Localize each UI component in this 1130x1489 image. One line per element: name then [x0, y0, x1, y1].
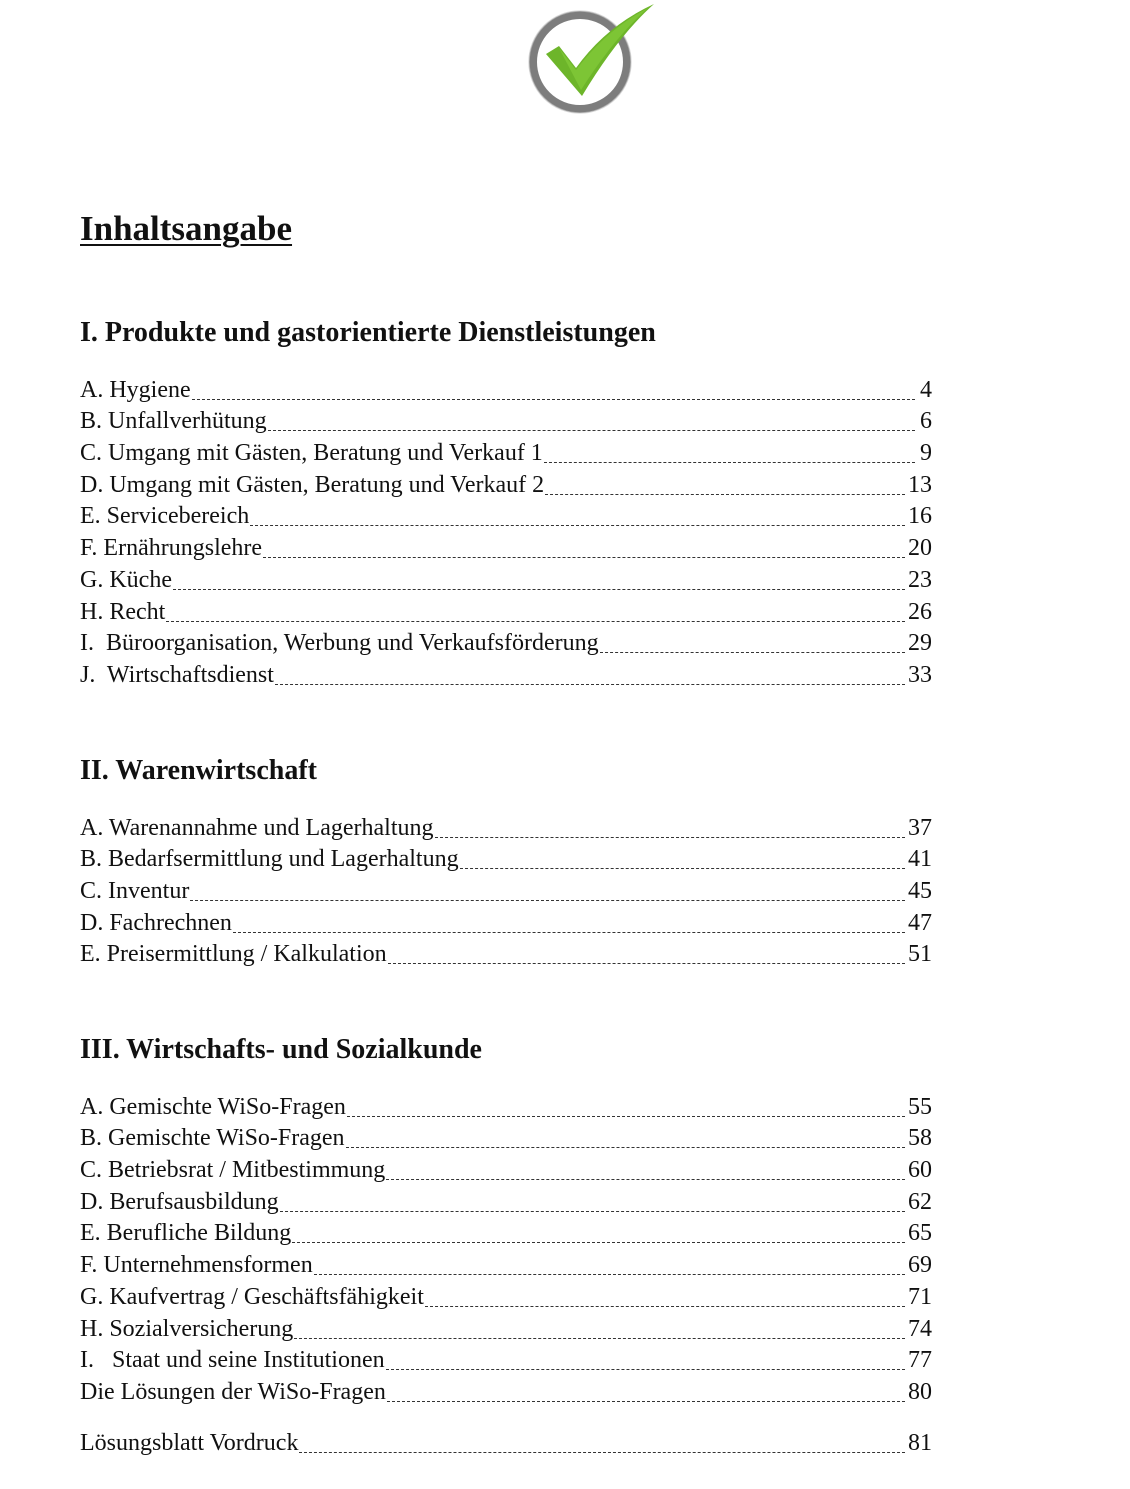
toc-entry[interactable] — [80, 1246, 932, 1278]
toc-entry-page: 58 — [908, 1125, 932, 1152]
toc-entry[interactable] — [80, 1088, 932, 1120]
toc-entry-label: F. Ernährungslehre — [80, 535, 263, 562]
toc-entry-label: C. Umgang mit Gästen, Beratung und Verkauf 1 — [80, 440, 543, 467]
toc-entry-label: G. Küche — [80, 566, 172, 593]
toc-entry-label: J. Wirtschaftsdienst — [80, 661, 274, 688]
leader-dots — [173, 588, 905, 590]
toc-entry-page: 80 — [908, 1378, 932, 1405]
toc-entry[interactable] — [80, 936, 932, 968]
leader-dots — [233, 931, 905, 933]
leader-dots — [346, 1146, 905, 1148]
toc-entry-label: B. Unfallverhütung — [80, 408, 267, 435]
toc-entry-page: 29 — [908, 630, 932, 657]
toc-entry[interactable] — [80, 1424, 932, 1456]
toc-entry-page: 4 — [920, 376, 932, 403]
toc-entry-page: 47 — [908, 909, 932, 936]
toc-list — [80, 1088, 932, 1405]
toc-entry-page: 20 — [908, 535, 932, 562]
toc-entry[interactable] — [80, 904, 932, 936]
toc-entry-label: D. Umgang mit Gästen, Beratung und Verkauf 2 — [80, 471, 545, 498]
toc-entry[interactable] — [80, 561, 932, 593]
toc-entry-page: 9 — [920, 440, 932, 467]
toc-entry-page: 65 — [908, 1220, 932, 1247]
toc-entry[interactable] — [80, 1278, 932, 1310]
toc-entry[interactable] — [80, 1151, 932, 1183]
leader-dots — [166, 620, 905, 622]
toc-entry-label: A. Hygiene — [80, 376, 191, 403]
toc-entry[interactable] — [80, 371, 932, 403]
page-title: Inhaltsangabe — [80, 209, 293, 248]
leader-dots — [263, 556, 905, 558]
toc-entry-label: G. Kaufvertrag / Geschäftsfähigkeit — [80, 1283, 424, 1310]
toc-entry[interactable] — [80, 434, 932, 466]
toc-entry-page: 51 — [908, 941, 932, 968]
toc-entry[interactable] — [80, 466, 932, 498]
section-heading: III. Wirtschafts- und Sozialkunde — [80, 1034, 482, 1065]
section-heading: II. Warenwirtschaft — [80, 755, 317, 786]
toc-entry[interactable] — [80, 1183, 932, 1215]
toc-section-produkte — [80, 316, 932, 688]
toc-entry-page: 26 — [908, 598, 932, 625]
leader-dots — [387, 1400, 905, 1402]
toc-entry-page: 77 — [908, 1347, 932, 1374]
toc-entry[interactable] — [80, 1342, 932, 1374]
toc-entry-page: 23 — [908, 566, 932, 593]
toc-entry-page: 81 — [908, 1429, 932, 1456]
toc-entry-label: I. Büroorganisation, Werbung und Verkaufsförderung — [80, 630, 599, 657]
toc-entry-page: 33 — [908, 661, 932, 688]
toc-entry-page: 16 — [908, 503, 932, 530]
toc-entry-page: 60 — [908, 1157, 932, 1184]
toc-entry[interactable] — [80, 403, 932, 435]
toc-entry-label: F. Unternehmensformen — [80, 1252, 313, 1279]
leader-dots — [299, 1451, 905, 1453]
toc-entry-page: 13 — [908, 471, 932, 498]
toc-entry-label: Lösungsblatt Vordruck — [80, 1429, 299, 1456]
toc-entry-page: 37 — [908, 814, 932, 841]
toc-entry-page: 6 — [920, 408, 932, 435]
toc-entry-label: Die Lösungen der WiSo-Fragen — [80, 1378, 386, 1405]
leader-dots — [460, 867, 905, 869]
toc-section-wiso — [80, 1033, 932, 1405]
leader-dots — [388, 962, 905, 964]
toc-entry-label: D. Berufsausbildung — [80, 1188, 279, 1215]
toc-entry[interactable] — [80, 841, 932, 873]
toc-entry-page: 41 — [908, 846, 932, 873]
leader-dots — [544, 461, 915, 463]
toc-list — [80, 371, 932, 688]
toc-list — [80, 809, 932, 967]
leader-dots — [294, 1337, 905, 1339]
toc-entry-label: A. Warenannahme und Lagerhaltung — [80, 814, 434, 841]
leader-dots — [192, 398, 915, 400]
toc-section-warenwirtschaft — [80, 754, 932, 967]
leader-dots — [425, 1305, 905, 1307]
toc-entry-label: C. Betriebsrat / Mitbestimmung — [80, 1157, 386, 1184]
toc-entry[interactable] — [80, 872, 932, 904]
leader-dots — [545, 493, 905, 495]
toc-entry[interactable] — [80, 656, 932, 688]
toc-entry[interactable] — [80, 1120, 932, 1152]
leader-dots — [600, 651, 905, 653]
toc-entry-page: 45 — [908, 878, 932, 905]
leader-dots — [386, 1368, 905, 1370]
leader-dots — [275, 683, 905, 685]
toc-final-entry — [80, 1424, 932, 1456]
toc-entry-label: A. Gemischte WiSo-Fragen — [80, 1093, 346, 1120]
toc-entry[interactable] — [80, 498, 932, 530]
toc-entry-label: H. Sozialversicherung — [80, 1315, 294, 1342]
toc-entry[interactable] — [80, 809, 932, 841]
leader-dots — [435, 836, 906, 838]
toc-entry-page: 62 — [908, 1188, 932, 1215]
toc-entry-label: H. Recht — [80, 598, 166, 625]
toc-entry-label: B. Bedarfsermittlung und Lagerhaltung — [80, 846, 459, 873]
leader-dots — [268, 429, 915, 431]
leader-dots — [280, 1210, 905, 1212]
toc-entry[interactable] — [80, 1310, 932, 1342]
toc-entry-page: 74 — [908, 1315, 932, 1342]
toc-entry[interactable] — [80, 1215, 932, 1247]
leader-dots — [386, 1178, 905, 1180]
toc-entry-page: 55 — [908, 1093, 932, 1120]
toc-entry-label: E. Preisermittlung / Kalkulation — [80, 941, 387, 968]
toc-entry[interactable] — [80, 529, 932, 561]
toc-entry-page: 69 — [908, 1252, 932, 1279]
leader-dots — [190, 899, 905, 901]
toc-entry-label: E. Berufliche Bildung — [80, 1220, 292, 1247]
checkmark-circle-icon — [526, 2, 658, 114]
toc-list — [80, 1424, 932, 1456]
toc-entry[interactable] — [80, 593, 932, 625]
toc-entry-label: C. Inventur — [80, 878, 190, 905]
toc-entry-label: D. Fachrechnen — [80, 909, 232, 936]
leader-dots — [250, 524, 905, 526]
toc-entry-label: E. Servicebereich — [80, 503, 250, 530]
toc-entry-label: I. Staat und seine Institutionen — [80, 1347, 385, 1374]
leader-dots — [347, 1115, 905, 1117]
leader-dots — [314, 1273, 905, 1275]
toc-entry[interactable] — [80, 625, 932, 657]
section-heading: I. Produkte und gastorientierte Dienstleistungen — [80, 317, 656, 348]
toc-entry-label: B. Gemischte WiSo-Fragen — [80, 1125, 345, 1152]
toc-entry-page: 71 — [908, 1283, 932, 1310]
leader-dots — [292, 1241, 905, 1243]
toc-entry[interactable] — [80, 1373, 932, 1405]
